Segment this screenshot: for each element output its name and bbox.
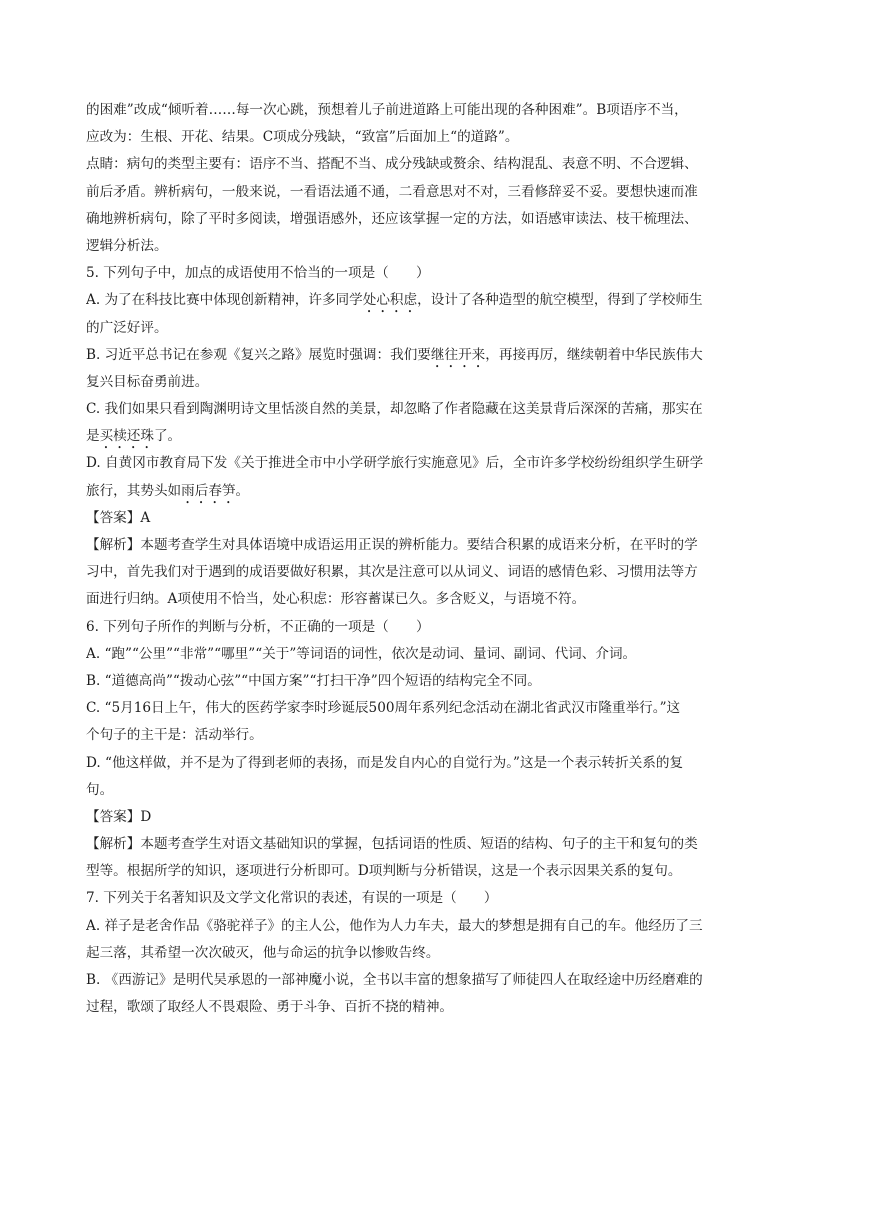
question-6-option: B. “道德高尚”“拨动心弦”“中国方案”“打扫干净”四个短语的结构完全不同。 bbox=[86, 672, 541, 689]
question-5-option-d: D. 自黄冈市教育局下发《关于推进全市中小学研学旅行实施意见》后，全市许多学校纷纷组织学生研学 bbox=[86, 455, 704, 472]
question-5-option-a bbox=[86, 287, 783, 314]
tip-line: 前后矛盾。辨析病句，一般来说，一看语法通不通，二看意思对不对，三看修辞妥不妥。要想快速而准 bbox=[86, 183, 698, 200]
option-text: B. 习近平总书记在参观《复兴之路》展览时强调：我们要 bbox=[86, 346, 431, 363]
question-5-option-d-cont bbox=[86, 478, 783, 505]
question-5-option-b-cont: 复兴目标奋勇前进。 bbox=[86, 373, 209, 390]
question-7-option: 过程，歌颂了取经人不畏艰险、勇于斗争、百折不挠的精神。 bbox=[86, 999, 454, 1016]
question-6-option: D. “他这样做，并不是为了得到老师的表扬，而是发自内心的自觉行为。”这是一个表示转折关系的复 bbox=[86, 754, 684, 771]
question-6-answer: 【答案】D bbox=[86, 808, 152, 825]
question-6-option: 句。 bbox=[86, 781, 114, 798]
option-text: 是 bbox=[86, 428, 100, 445]
question-5-option-a-cont: 的广泛好评。 bbox=[86, 319, 168, 336]
question-7-option: 起三落，其希望一次次破灭，他与命运的抗争以惨败告终。 bbox=[86, 944, 440, 961]
dotted-idiom: 处心积虑 bbox=[362, 292, 418, 309]
explanation-line: 应改为：生根、开花、结果。C项成分残缺，“致富”后面加上“的道路”。 bbox=[86, 129, 519, 146]
tip-line: 确地辨析病句，除了平时多阅读，增强语感外，还应该掌握一定的方法，如语感审读法、枝干梳理法、 bbox=[86, 210, 698, 227]
question-7-option: A. 祥子是老舍作品《骆驼祥子》的主人公，他作为人力车夫，最大的梦想是拥有自己的车。他经历了三 bbox=[86, 917, 703, 934]
question-7-stem: 7. 下列关于名著知识及文学文化常识的表述，有误的一项是（ ） bbox=[86, 890, 498, 907]
question-6-stem: 6. 下列句子所作的判断与分析，不正确的一项是（ ） bbox=[86, 618, 430, 635]
question-6-option: C. “5月16日上午，伟大的医药学家李时珍诞辰500周年系列纪念活动在湖北省武汉市隆重举行。”这 bbox=[86, 700, 681, 717]
option-text: 旅行，其势头如 bbox=[86, 482, 182, 499]
question-5-option-b bbox=[86, 342, 783, 369]
question-5-analysis: 【解析】本题考查学生对具体语境中成语运用正误的辨析能力。要结合积累的成语来分析，在平时的学 bbox=[86, 537, 698, 553]
option-text: 。 bbox=[235, 482, 250, 499]
explanation-line: 的困难”改成“倾听着……每一次心跳，预想着儿子前进道路上可能出现的各种困难”。B项语序不当， bbox=[86, 102, 688, 118]
dotted-idiom: 雨后春笋 bbox=[181, 482, 236, 499]
question-6-analysis: 【解析】本题考查学生对语文基础知识的掌握，包括词语的性质、短语的结构、句子的主干和复句的类 bbox=[86, 836, 698, 853]
tip-line: 点睛：病句的类型主要有：语序不当、搭配不当、成分残缺或赘余、结构混乱、表意不明、不合逻辑、 bbox=[86, 156, 698, 173]
question-5-analysis: 面进行归纳。A项使用不恰当，处心积虑：形容蓄谋已久。多含贬义，与语境不符。 bbox=[86, 591, 586, 608]
question-6-analysis: 型等。根据所学的知识，逐项进行分析即可。D项判断与分析错误，这是一个表示因果关系的复句。 bbox=[86, 863, 682, 880]
dotted-idiom: 买椟还珠 bbox=[99, 428, 154, 445]
option-text: ，设计了各种造型的航空模型，得到了学校师生 bbox=[417, 292, 703, 309]
question-7-option: B. 《西游记》是明代吴承恩的一部神魔小说，全书以丰富的想象描写了师徒四人在取经途中历经磨难的 bbox=[86, 972, 703, 988]
dotted-idiom: 继往开来 bbox=[430, 346, 486, 363]
question-5-answer: 【答案】A bbox=[86, 509, 151, 526]
question-6-option: 个句子的主干是：活动举行。 bbox=[86, 727, 263, 744]
question-5-option-c-cont bbox=[86, 423, 783, 450]
question-5-option-c: C. 我们如果只看到陶渊明诗文里恬淡自然的美景，却忽略了作者隐藏在这美景背后深深的苦痛，那实在 bbox=[86, 401, 703, 418]
question-5-stem: 5. 下列句子中，加点的成语使用不恰当的一项是（ ） bbox=[86, 265, 430, 282]
tip-line: 逻辑分析法。 bbox=[86, 237, 168, 254]
option-text: A. 为了在科技比赛中体现创新精神，许多同学 bbox=[86, 292, 363, 309]
option-text: ，再接再厉，继续朝着中华民族伟大 bbox=[485, 346, 703, 363]
question-5-analysis: 习中，首先我们对于遇到的成语要做好积累，其次是注意可以从词义、词语的感情色彩、习惯用法等方 bbox=[86, 564, 698, 581]
option-text: 了。 bbox=[153, 428, 182, 445]
question-6-option: A. “跑”“公里”“非常”“哪里”“关于”等词语的词性，依次是动词、量词、副词、代词、介词。 bbox=[86, 645, 637, 662]
